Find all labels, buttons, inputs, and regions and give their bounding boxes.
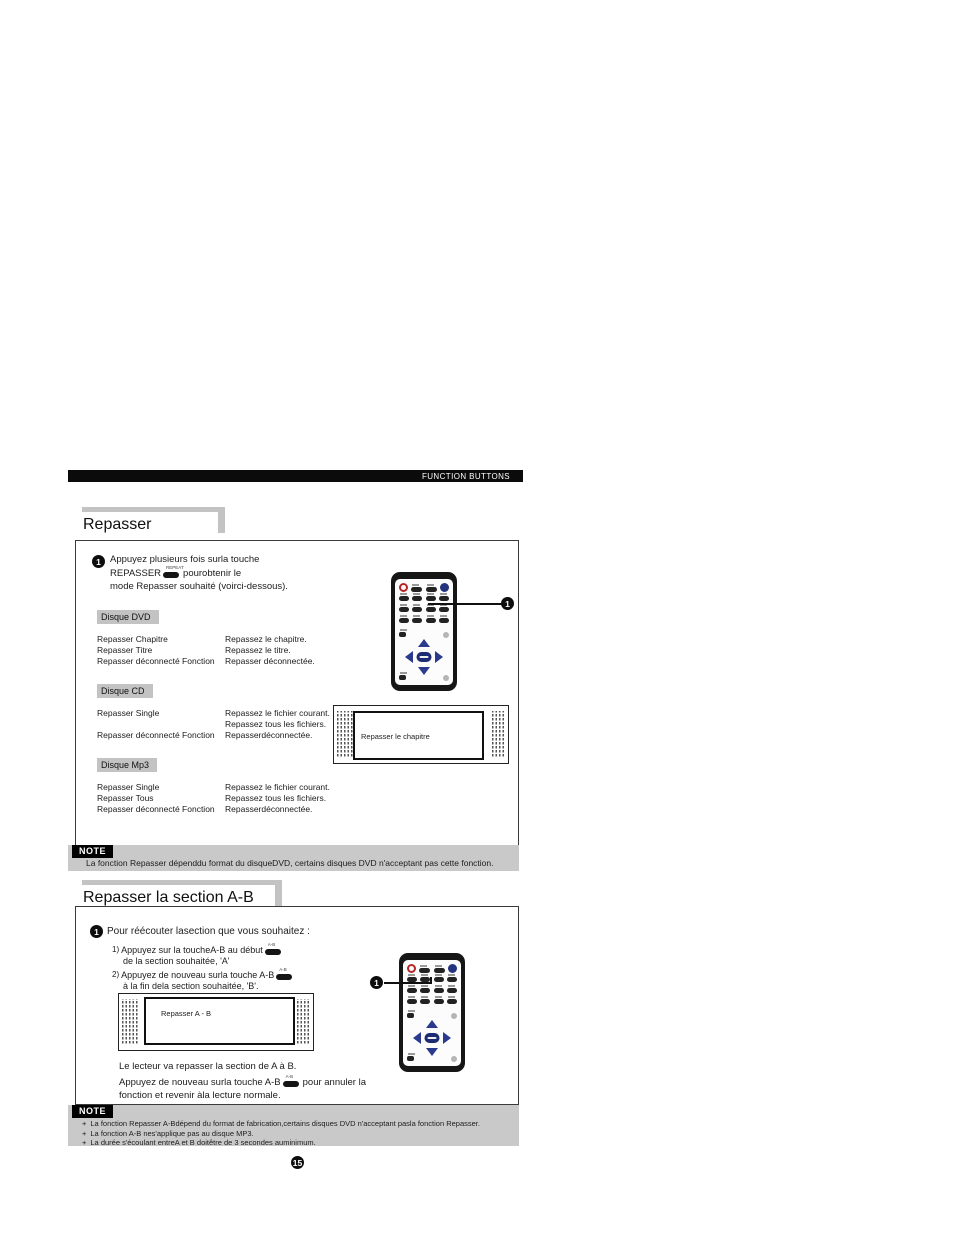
- remote-control-illustration: [391, 572, 457, 691]
- mode-row: Repasser Single Repassez le fichier courant.: [97, 708, 330, 718]
- setup-key: [407, 1013, 414, 1018]
- cancel-line: [119, 1076, 366, 1090]
- page-number: 15: [292, 1157, 303, 1168]
- osd-text: Repasser A - B: [161, 1009, 212, 1018]
- mode-row: Repasser Tous Repassez tous les fichiers.: [97, 793, 327, 803]
- remote-key: [412, 618, 422, 623]
- note-bar-1: [68, 845, 519, 871]
- group-label: Disque CD: [97, 684, 153, 698]
- substep-text: Appuyez de nouveau surla touche A-B: [121, 970, 275, 980]
- remote-round-key: [451, 1013, 457, 1019]
- eject-button-icon: [448, 964, 457, 973]
- step-line: Appuyez plusieurs fois surla touche: [110, 554, 260, 565]
- down-arrow-icon: [426, 1048, 438, 1056]
- callout-line: [428, 603, 503, 605]
- remote-key: [447, 999, 457, 1004]
- note-item-text: La fonction Repasser A-Bdépend du format de fabrication,certains disques DVD n'acceptant pasla fonction Repasser.: [90, 1119, 480, 1128]
- step-line: mode Repasser souhaité (voirci-dessous).: [110, 581, 288, 592]
- substep-line: [112, 969, 296, 981]
- right-arrow-icon: [435, 651, 443, 663]
- osd-screen-repeat-ab: [118, 993, 314, 1051]
- mode-row: Repasser Titre Repassez le titre.: [97, 645, 291, 655]
- note-item-text: La durée s'écoulant entreA et B doitêtre de 3 secondes auminimum.: [90, 1138, 316, 1147]
- repeat-button-label: REPEAT: [166, 564, 184, 570]
- step-line: [110, 564, 288, 581]
- step-line-text: REPASSER: [110, 567, 162, 579]
- remote-row: [399, 582, 449, 592]
- callout-1-marker: 1: [370, 976, 383, 989]
- note-list: [82, 1119, 480, 1148]
- remote-round-key: [451, 1056, 457, 1062]
- group-label: Disque Mp3: [97, 758, 157, 772]
- ab-button-icon: [283, 1076, 301, 1087]
- remote-row: [399, 596, 449, 601]
- button-oval: [283, 1081, 299, 1087]
- osd-screen-repeat-chapter: [333, 705, 509, 764]
- callout-line-tick: [430, 977, 432, 984]
- group-disque-dvd: [97, 607, 315, 667]
- ab-button-label: A-B: [279, 967, 287, 972]
- ab-button-icon: [265, 944, 283, 955]
- remote-key: [420, 988, 430, 993]
- cancel-text: [119, 1076, 366, 1102]
- remote-key: [426, 587, 437, 592]
- up-arrow-icon: [426, 1020, 438, 1028]
- remote-key: [439, 618, 449, 623]
- substep-1: [112, 944, 285, 967]
- note-item: [82, 1119, 480, 1129]
- repeat-key: [447, 977, 457, 982]
- callout-line: [384, 982, 432, 984]
- remote-row: [399, 618, 449, 623]
- remote-key: [434, 968, 445, 973]
- navigation-pad: [413, 1020, 451, 1056]
- mode-row: Repasser Chapitre Repassez le chapitre.: [97, 634, 307, 644]
- note-label: NOTE: [72, 845, 113, 858]
- remote-panel: [403, 960, 461, 1066]
- repasser-content-box: [75, 540, 519, 846]
- note-label: NOTE: [72, 1105, 113, 1118]
- osd-inner-frame: [144, 997, 295, 1045]
- ab-button-label: A-B: [285, 1074, 294, 1079]
- ab-button-label: A-B: [267, 942, 276, 947]
- screen-texture: [337, 711, 353, 758]
- screen-texture: [122, 999, 138, 1045]
- remote-round-key: [443, 675, 449, 681]
- remote-key: [426, 618, 436, 623]
- left-arrow-icon: [405, 651, 413, 663]
- ab-repeat-key: [426, 596, 436, 601]
- remote-key: [420, 999, 430, 1004]
- remote-key: [412, 596, 422, 601]
- remote-key: [447, 988, 457, 993]
- note-item-text: La fonction A-B nes'applique pas au disque MP3.: [90, 1128, 254, 1138]
- repeat-key: [439, 596, 449, 601]
- mode-row: Repasser déconnecté Fonction Repasserdéconnectée.: [97, 804, 313, 814]
- step-1-text: [110, 553, 288, 594]
- mode-row: Repasser déconnecté Fonction Repasserdéconnectée.: [97, 730, 313, 740]
- header-title: FUNCTION BUTTONS: [421, 471, 510, 481]
- remote-key: [419, 968, 430, 973]
- substep-text: Appuyez sur la toucheA-B au début: [121, 945, 263, 955]
- menu-key: [399, 675, 406, 680]
- button-oval: [276, 974, 292, 980]
- ab-button-icon: [276, 969, 294, 980]
- group-label: Disque DVD: [97, 610, 159, 624]
- button-oval: [163, 572, 179, 578]
- bullet: +: [82, 1119, 87, 1128]
- remote-key: [399, 596, 409, 601]
- bullet: +: [82, 1138, 87, 1147]
- repasser-ab-content-box: [75, 906, 519, 1105]
- remote-key: [412, 607, 422, 612]
- remote-key: [434, 988, 444, 993]
- remote-key: [426, 607, 436, 612]
- remote-panel: [395, 579, 453, 685]
- ab-repeat-key: [434, 977, 444, 982]
- osd-text: Repasser le chapitre: [361, 732, 430, 741]
- substep-number: 2): [112, 970, 120, 979]
- up-arrow-icon: [418, 639, 430, 647]
- setup-key: [399, 632, 406, 637]
- group-disque-cd: [97, 681, 330, 741]
- power-button-icon: [399, 583, 408, 592]
- cancel-line-text: pour annuler la: [302, 1077, 367, 1088]
- cancel-line-text: Appuyez de nouveau surla touche A-B: [119, 1077, 281, 1088]
- substep-2: [112, 969, 296, 992]
- step-line-text: pourobtenir le: [183, 567, 242, 579]
- section-title-label: Repasser la section A-B: [75, 885, 275, 911]
- bullet: +: [82, 1128, 87, 1138]
- power-button-icon: [407, 964, 416, 973]
- callout-1-marker: 1: [501, 597, 514, 610]
- remote-key: [434, 999, 444, 1004]
- screen-texture: [297, 999, 310, 1045]
- note-item: [82, 1138, 480, 1148]
- enter-button-icon: [417, 652, 432, 662]
- cancel-line: fonction et revenir àla lecture normale.: [119, 1089, 281, 1101]
- result-text: Le lecteur va repasser la section de A à B.: [119, 1061, 297, 1072]
- remote-row: [407, 988, 457, 993]
- repeat-button-icon: [163, 564, 184, 578]
- mode-row: Repassez tous les fichiers.: [225, 719, 327, 729]
- intro-text: Pour réécouter lasection que vous souhaitez :: [107, 926, 310, 937]
- remote-key: [439, 607, 449, 612]
- section-title-label: Repasser: [75, 512, 218, 538]
- eject-button-icon: [440, 583, 449, 592]
- substep-line: de la section souhaitée, 'A': [123, 956, 230, 966]
- remote-key: [399, 607, 409, 612]
- remote-key: [407, 999, 417, 1004]
- remote-key: [407, 988, 417, 993]
- mode-row: Repasser déconnecté Fonction Repasser déconnectée.: [97, 656, 315, 666]
- remote-key: [411, 587, 422, 592]
- left-arrow-icon: [413, 1032, 421, 1044]
- group-disque-mp3: [97, 755, 330, 815]
- mode-row: Repasser Single Repassez le fichier courant.: [97, 782, 330, 792]
- right-arrow-icon: [443, 1032, 451, 1044]
- menu-key: [407, 1056, 414, 1061]
- enter-button-icon: [425, 1033, 440, 1043]
- substep-number: 1): [112, 945, 120, 954]
- substep-line: [112, 944, 285, 956]
- substep-line: à la fin dela section souhaitée, 'B'.: [123, 981, 259, 991]
- osd-inner-frame: [353, 711, 484, 760]
- down-arrow-icon: [418, 667, 430, 675]
- note-bar-2: [68, 1105, 519, 1146]
- button-oval: [265, 949, 281, 955]
- step-1-marker: 1: [90, 925, 103, 938]
- header-bar: [68, 470, 523, 482]
- note-item: [82, 1129, 480, 1139]
- remote-round-key: [443, 632, 449, 638]
- remote-row: [407, 963, 457, 973]
- remote-control-illustration: [399, 953, 465, 1072]
- screen-texture: [492, 711, 505, 758]
- remote-row: [399, 607, 449, 612]
- remote-key: [399, 618, 409, 623]
- note-text: La fonction Repasser dépenddu format du disqueDVD, certains disques DVD n'acceptant pas cette fonction.: [86, 858, 494, 868]
- navigation-pad: [405, 639, 443, 675]
- remote-row: [407, 999, 457, 1004]
- step-1-marker: 1: [92, 555, 105, 568]
